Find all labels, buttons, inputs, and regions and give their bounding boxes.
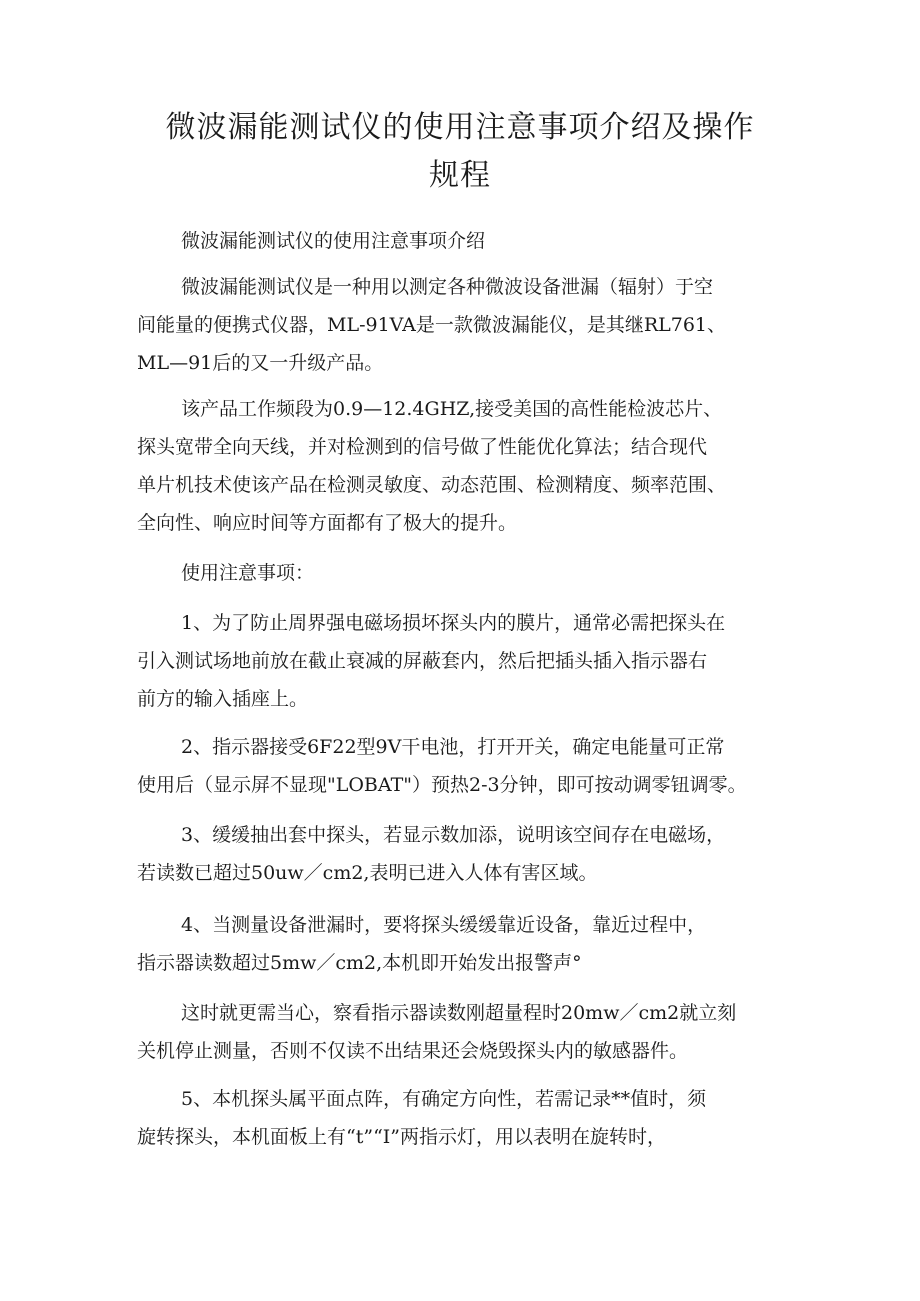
list-item-2 — [137, 728, 817, 804]
text-line: 单片机技术使该产品在检测灵敏度、动态范围、检测精度、频率范围、 — [137, 474, 727, 496]
section-heading-precautions — [137, 554, 817, 592]
text-line: 间能量的便携式仪器，ML-91VA是一款微波漏能仪，是其继RL761、 — [137, 314, 727, 336]
text-line: 2、指示器接受6F22型9V干电池，打开开关，确定电能量可正常 — [181, 736, 725, 758]
text-line: 探头宽带全向天线，并对检测到的信号做了性能优化算法；结合现代 — [137, 436, 708, 458]
title-line-1: 微波漏能测试仪的使用注意事项介绍及操作 — [165, 110, 755, 145]
text-line: 该产品工作频段为0.9—12.4GHZ,接受美国的高性能检波芯片、 — [181, 398, 723, 420]
title-line-2: 规程 — [429, 158, 491, 193]
text-line: 4、当测量设备泄漏时，要将探头缓缓靠近设备，靠近过程中， — [181, 914, 707, 936]
text-line: 1、为了防止周界强电磁场损坏探头内的膜片，通常必需把探头在 — [181, 612, 726, 634]
text-line: 这时就更需当心，察看指示器读数刚超量程时20mw／cm2就立刻 — [181, 1002, 737, 1024]
text-line: 5、本机探头属平面点阵，有确定方向性，若需记录**值时，须 — [181, 1088, 707, 1110]
paragraph-frequency-band — [137, 390, 817, 542]
text-line: 引入测试场地前放在截止衰减的屏蔽套内，然后把插头插入指示器右 — [137, 650, 708, 672]
text-line: 前方的输入插座上。 — [137, 688, 309, 710]
text-line: 旋转探头，本机面板上有“t”“I”两指示灯，用以表明在旋转时， — [137, 1126, 666, 1148]
list-item-4 — [137, 906, 817, 982]
page-title — [130, 104, 790, 200]
paragraph-caution — [137, 994, 817, 1070]
list-item-5 — [137, 1080, 817, 1156]
text-line: 3、缓缓抽出套中探头，若显示数加添，说明该空间存在电磁场， — [181, 824, 726, 846]
text-line: 微波漏能测试仪的使用注意事项介绍 — [181, 230, 486, 252]
paragraph-product-overview — [137, 268, 817, 382]
text-line: 全向性、响应时间等方面都有了极大的提升。 — [137, 512, 518, 534]
text-line: 若读数已超过50uw／cm2,表明已进入人体有害区域。 — [137, 862, 598, 884]
text-line: ML—91后的又一升级产品。 — [137, 352, 384, 374]
section-heading-intro — [137, 222, 817, 260]
text-line: 使用注意事项： — [181, 562, 315, 584]
list-item-1 — [137, 604, 817, 718]
text-line: 指示器读数超过5mw／cm2,本机即开始发出报警声° — [137, 952, 582, 974]
text-line: 微波漏能测试仪是一种用以测定各种微波设备泄漏（辐射）于空 — [181, 276, 714, 298]
list-item-3 — [137, 816, 817, 892]
text-line: 关机停止测量，否则不仅读不出结果还会烧毁探头内的敏感器件。 — [137, 1040, 689, 1062]
text-line: 使用后（显示屏不显现"LOBAT"）预热2-3分钟，即可按动调零钮调零。 — [137, 774, 747, 796]
